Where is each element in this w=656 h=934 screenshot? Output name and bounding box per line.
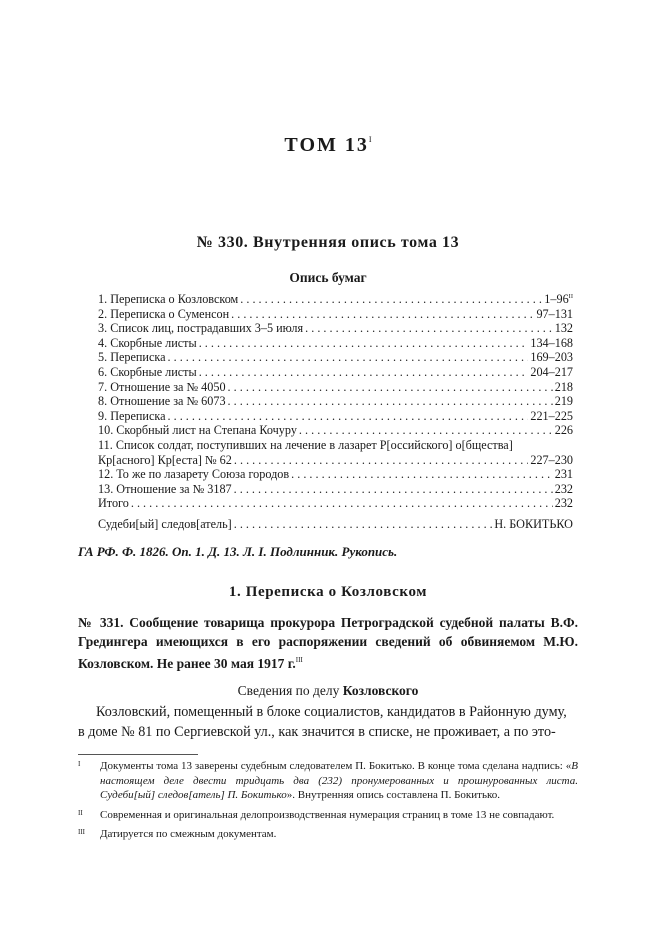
footnote-mark: III: [78, 828, 85, 837]
signature-label: Судеби[ый] следов[атель]: [98, 517, 232, 531]
signature-line: [98, 517, 573, 532]
inventory-item: 12. То же по лазарету Союза городов . . . 231: [98, 467, 573, 482]
footnotes: [78, 759, 578, 847]
inventory-item: 6. Скорбные листы . . . 204–217: [98, 365, 573, 380]
info-heading: Сведения по делу Козловского: [237, 683, 419, 698]
inventory-subheading: Опись бумаг: [289, 270, 367, 285]
footnote-ref: III: [295, 656, 303, 664]
body-paragraph: Козловский, помещенный в блоке социалистов, кандидатов в Районную думу, в доме № 81 по Сергиевской ул., как значится в списке, не проживает, а по это-: [78, 704, 567, 740]
inventory-item: 2. Переписка о Суменсон . . . 97–131: [98, 307, 573, 322]
inventory-item: 9. Переписка . . . 221–225: [98, 409, 573, 424]
document-heading: № 330. Внутренняя опись тома 13: [196, 234, 460, 251]
archive-reference: ГА РФ. Ф. 1826. Оп. 1. Д. 13. Л. I. Подлинник. Рукопись.: [78, 544, 398, 559]
inventory-item: 13. Отношение за № 3187 . . . 232: [98, 482, 573, 497]
footnote: II Современная и оригинальная делопроизводственная нумерация страниц в томе 13 не совпадают.: [78, 808, 578, 823]
footnote-mark: II: [78, 808, 83, 817]
inventory-item: Кр[асного] Кр[еста] № 62 . . . 227–230: [98, 453, 573, 468]
footnote-ref: I: [368, 135, 372, 144]
inventory-item: 4. Скорбные листы . . . 134–168: [98, 336, 573, 351]
volume-title: ТОМ $13^I$: [284, 134, 372, 156]
section-title: 1. Переписка о Козловском: [228, 584, 428, 600]
inventory-item: 3. Список лиц, пострадавших 3–5 июля . . . 132: [98, 321, 573, 336]
footnote-ref: II: [568, 293, 573, 300]
inventory-item: 1. Переписка о Козловском . . . $1-96^{II}$: [98, 290, 573, 307]
inventory-item: 7. Отношение за № 4050 . . . 218: [98, 380, 573, 395]
inventory-total: Итого . . . 232: [98, 496, 573, 511]
signature-name: Н. БОКИТЬКО: [494, 517, 573, 531]
footnote: III Датируется по смежным документам.: [78, 827, 578, 842]
footnote-mark: I: [78, 760, 81, 768]
inventory-item: 11. Список солдат, поступивших на лечение в лазарет Р[оссийского] о[бщества]: [98, 437, 513, 452]
document-heading: № 331. Сообщение товарища прокурора Петроградской судебной палаты В.Ф. Гредингера имеющихся в его распоряжении сведений об обвиняемом М.Ю. Козловском. Не ранее 30 мая 1917 г.$^{III}$: [78, 615, 578, 671]
inventory-item: 10. Скорбный лист на Степана Кочуру . . . 226: [98, 423, 573, 438]
inventory-item: 8. Отношение за № 6073 . . . 219: [98, 394, 573, 409]
inventory-item: 5. Переписка . . . 169–203: [98, 350, 573, 365]
footnote-divider: [78, 754, 198, 755]
footnote: I Документы тома 13 заверены судебным следователем П. Бокитько. В конце тома сделана надпись: «В настоящем деле двести тридцать два (232) пронумерованных и прошнурованных листа. Судеби[ый] следов[атель] П. Бокитько». Внутренняя опись составлена П. Бокитько.: [78, 759, 578, 803]
inventory-list: [98, 290, 573, 511]
